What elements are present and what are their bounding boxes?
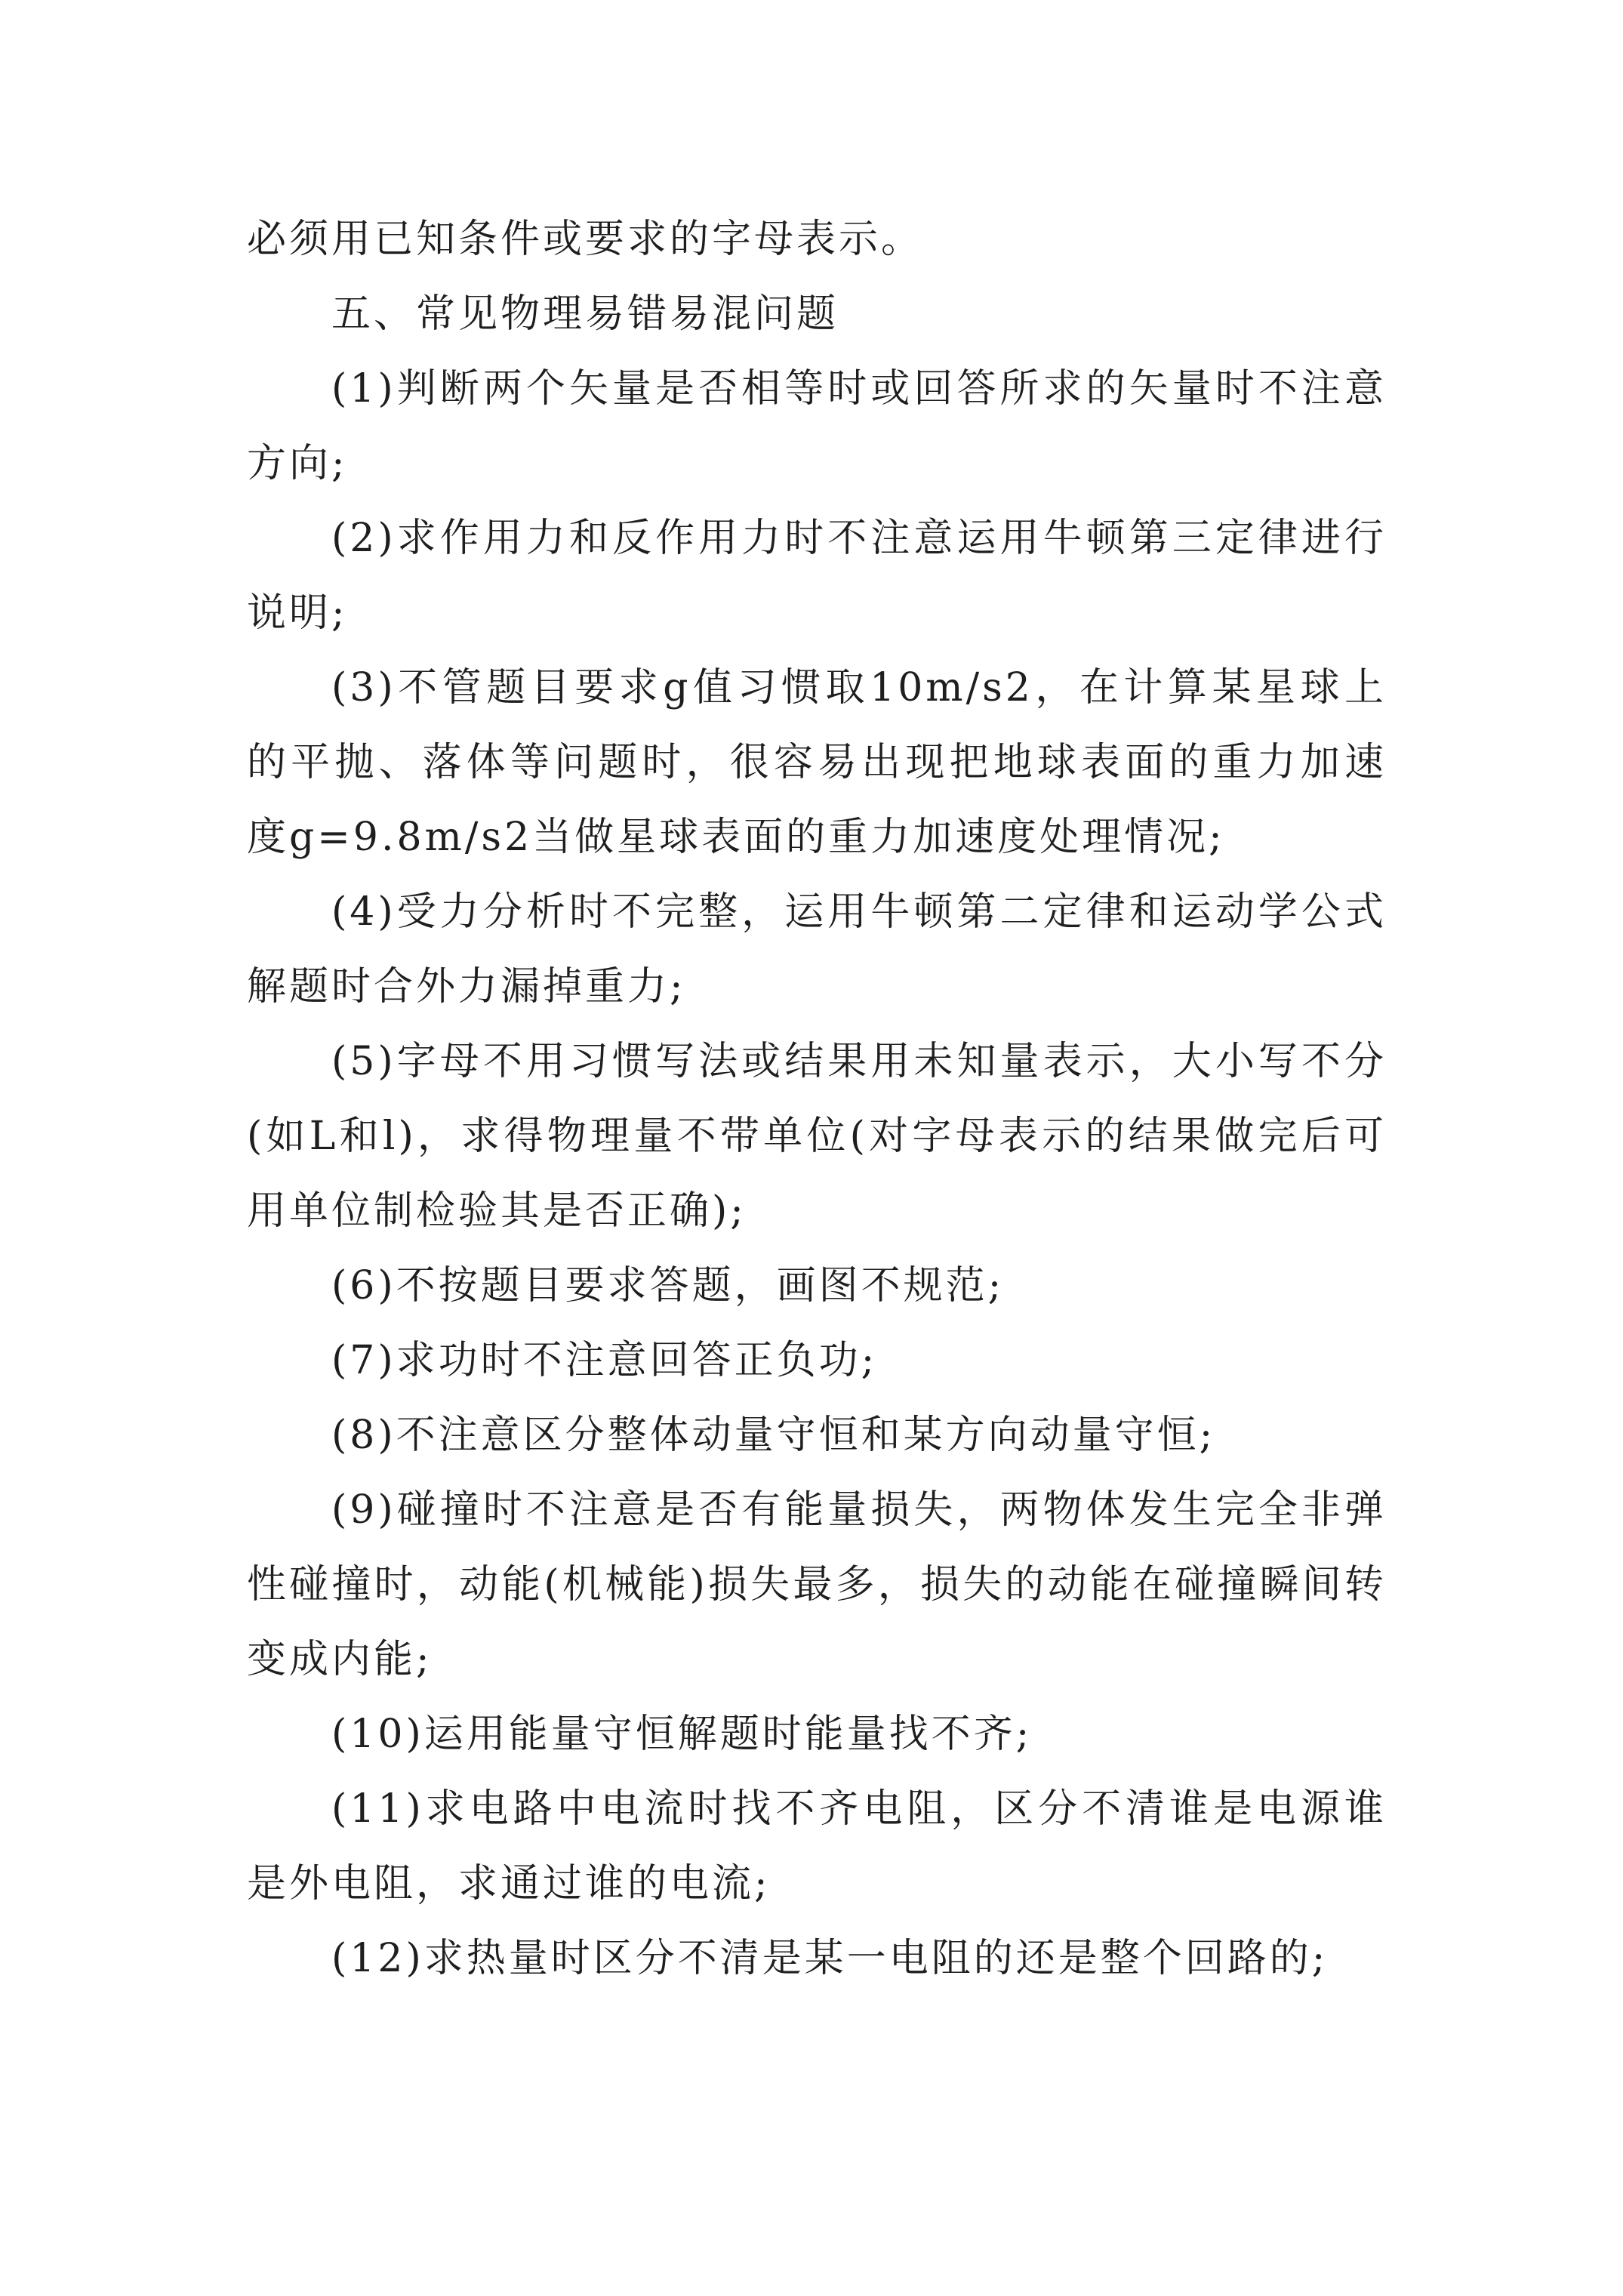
list-item: (6)不按题目要求答题，画图不规范; bbox=[331, 1263, 1005, 1308]
list-item: (10)运用能量守恒解题时能量找不齐; bbox=[331, 1712, 1033, 1757]
list-item: (12)求热量时区分不清是某一电阻的还是整个回路的; bbox=[331, 1936, 1329, 1981]
list-item: (1)判断两个矢量是否相等时或回答所求的矢量时不注意方向; bbox=[247, 366, 1387, 486]
paragraph-continuation: 必须用已知条件或要求的字母表示。 bbox=[247, 217, 924, 262]
list-item: (4)受力分析时不完整，运用牛顿第二定律和运动学公式解题时合外力漏掉重力; bbox=[247, 889, 1387, 1009]
list-item: (8)不注意区分整体动量守恒和某方向动量守恒; bbox=[331, 1413, 1216, 1458]
section-heading: 五、常见物理易错易混问题 bbox=[331, 291, 839, 337]
list-item: (3)不管题目要求g值习惯取10m/s2，在计算某星球上的平抛、落体等问题时，很容易出现把地球表面的重力加速度g=9.8m/s2当做星球表面的重力加速度处理情况; bbox=[247, 665, 1387, 860]
list-item: (5)字母不用习惯写法或结果用未知量表示，大小写不分(如L和l)，求得物理量不带单位(对字母表示的结果做完后可用单位制检验其是否正确); bbox=[247, 1039, 1387, 1234]
list-item: (11)求电路中电流时找不齐电阻，区分不清谁是电源谁是外电阻，求通过谁的电流; bbox=[247, 1786, 1387, 1906]
document-body bbox=[247, 202, 1387, 1996]
list-item: (2)求作用力和反作用力时不注意运用牛顿第三定律进行说明; bbox=[247, 516, 1387, 636]
list-item: (7)求功时不注意回答正负功; bbox=[331, 1338, 878, 1383]
list-item: (9)碰撞时不注意是否有能量损失，两物体发生完全非弹性碰撞时，动能(机械能)损失最多，损失的动能在碰撞瞬间转变成内能; bbox=[247, 1487, 1387, 1682]
